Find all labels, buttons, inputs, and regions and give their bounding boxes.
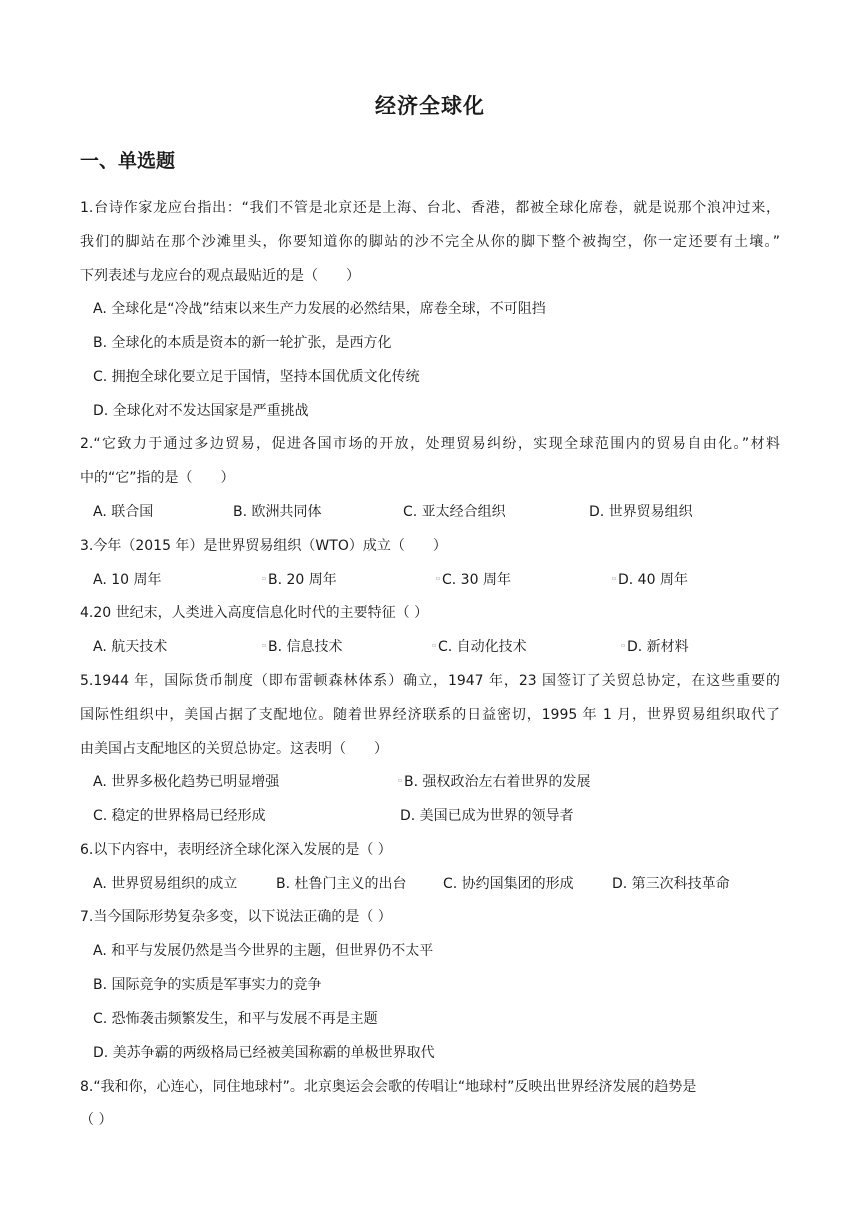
section-heading: 一、单选题 bbox=[80, 150, 176, 172]
question-3-option-c[interactable]: C. 30 周年 bbox=[442, 572, 511, 588]
question-5-stem-line-1: 5.1944 年，国际货币制度（即布雷顿森林体系）确立，1947 年，23 国签订了关贸总协定，在这些重要的 bbox=[80, 673, 780, 689]
question-3-stem: 3.今年（2015 年）是世界贸易组织（WTO）成立（ ） bbox=[80, 538, 447, 554]
anchor-mark: ▫ bbox=[262, 575, 267, 582]
question-5-option-d[interactable]: D. 美国已成为世界的领导者 bbox=[400, 808, 574, 824]
question-2-stem-line-2: 中的“它”指的是（ ） bbox=[80, 470, 235, 486]
question-6-option-a[interactable]: A. 世界贸易组织的成立 bbox=[93, 876, 238, 892]
question-7-option-a[interactable]: A. 和平与发展仍然是当今世界的主题，但世界仍不太平 bbox=[93, 943, 434, 959]
anchor-mark: ▫ bbox=[436, 575, 441, 582]
question-4-stem: 4.20 世纪末，人类进入高度信息化时代的主要特征（ ） bbox=[80, 605, 429, 621]
document-title: 经济全球化 bbox=[375, 94, 485, 118]
question-5-option-c[interactable]: C. 稳定的世界格局已经形成 bbox=[93, 808, 266, 824]
question-3-option-b[interactable]: B. 20 周年 bbox=[268, 572, 337, 588]
question-7-option-b[interactable]: B. 国际竞争的实质是军事实力的竞争 bbox=[93, 977, 322, 993]
question-8-stem-line-1: 8.“我和你，心连心，同住地球村”。北京奥运会会歌的传唱让“地球村”反映出世界经济发展的趋势是 bbox=[80, 1079, 697, 1095]
question-4-option-a[interactable]: A. 航天技术 bbox=[93, 639, 168, 655]
question-1-stem-line-1: 1.台诗作家龙应台指出：“我们不管是北京还是上海、台北、香港，都被全球化席卷，就是说那个浪冲过来， bbox=[80, 200, 780, 216]
anchor-mark: ▫ bbox=[262, 642, 267, 649]
question-5-option-a[interactable]: A. 世界多极化趋势已明显增强 bbox=[93, 774, 280, 790]
anchor-mark: ▫ bbox=[432, 642, 437, 649]
question-5-stem-line-2: 国际性组织中，美国占据了支配地位。随着世界经济联系的日益密切，1995 年 1 月，世界贸易组织取代了 bbox=[80, 707, 780, 723]
question-8-stem-line-2: （ ） bbox=[80, 1112, 113, 1128]
question-5-option-b[interactable]: B. 强权政治左右着世界的发展 bbox=[404, 774, 591, 790]
question-6-option-b[interactable]: B. 杜鲁门主义的出台 bbox=[276, 876, 407, 892]
anchor-mark: ▫ bbox=[621, 642, 626, 649]
question-2-stem-line-1: 2.“它致力于通过多边贸易，促进各国市场的开放，处理贸易纠纷，实现全球范围内的贸易自由化。”材料 bbox=[80, 436, 780, 452]
question-3-option-a[interactable]: A. 10 周年 bbox=[93, 572, 162, 588]
question-2-option-c[interactable]: C. 亚太经合组织 bbox=[403, 504, 506, 520]
question-4-option-b[interactable]: B. 信息技术 bbox=[268, 639, 343, 655]
question-7-stem: 7.当今国际形势复杂多变，以下说法正确的是（ ） bbox=[80, 909, 392, 925]
anchor-mark: ▫ bbox=[612, 575, 617, 582]
question-4-option-d[interactable]: D. 新材料 bbox=[627, 639, 689, 655]
question-7-option-d[interactable]: D. 美苏争霸的两级格局已经被美国称霸的单极世界取代 bbox=[93, 1045, 435, 1061]
question-6-stem: 6.以下内容中，表明经济全球化深入发展的是（ ） bbox=[80, 842, 392, 858]
question-1-option-d[interactable]: D. 全球化对不发达国家是严重挑战 bbox=[93, 403, 309, 419]
question-6-option-c[interactable]: C. 协约国集团的形成 bbox=[443, 876, 574, 892]
question-2-option-b[interactable]: B. 欧洲共同体 bbox=[233, 504, 322, 520]
question-1-stem-line-3: 下列表述与龙应台的观点最贴近的是（ ） bbox=[80, 268, 360, 284]
question-1-option-a[interactable]: A. 全球化是“冷战”结束以来生产力发展的必然结果，席卷全球，不可阻挡 bbox=[93, 301, 546, 317]
question-3-option-d[interactable]: D. 40 周年 bbox=[618, 572, 688, 588]
question-6-option-d[interactable]: D. 第三次科技革命 bbox=[612, 876, 730, 892]
question-5-stem-line-3: 由美国占支配地区的关贸总协定。这表明（ ） bbox=[80, 741, 388, 757]
question-1-option-b[interactable]: B. 全球化的本质是资本的新一轮扩张，是西方化 bbox=[93, 335, 392, 351]
question-2-option-d[interactable]: D. 世界贸易组织 bbox=[589, 504, 693, 520]
question-7-option-c[interactable]: C. 恐怖袭击频繁发生，和平与发展不再是主题 bbox=[93, 1011, 378, 1027]
question-1-option-c[interactable]: C. 拥抱全球化要立足于国情，坚持本国优质文化传统 bbox=[93, 369, 420, 385]
question-1-stem-line-2: 我们的脚站在那个沙滩里头，你要知道你的脚站的沙不完全从你的脚下整个被掏空，你一定还要有土壤。” bbox=[80, 234, 780, 250]
anchor-mark: ▫ bbox=[398, 777, 403, 784]
question-2-option-a[interactable]: A. 联合国 bbox=[93, 504, 154, 520]
question-4-option-c[interactable]: C. 自动化技术 bbox=[438, 639, 527, 655]
